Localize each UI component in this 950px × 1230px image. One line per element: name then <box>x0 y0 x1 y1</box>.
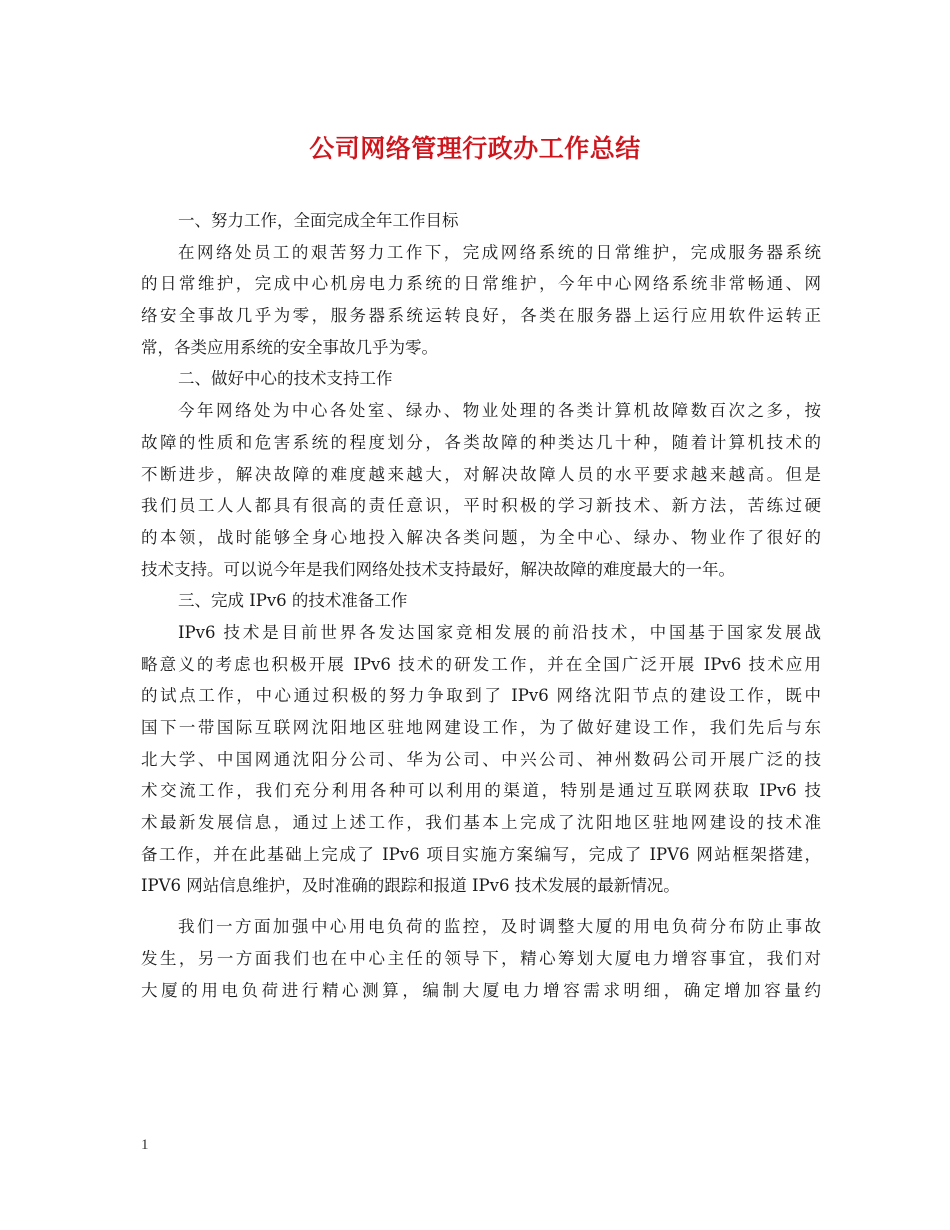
paragraph-line: 我们员工人人都具有很高的责任意识，平时积极的学习新技术、新方法，苦练过硬 <box>141 496 821 516</box>
paragraph-line: 国下一带国际互联网沈阳地区驻地网建设工作，为了做好建设工作，我们先后与东 <box>141 718 821 737</box>
paragraph-line: 技术支持。可以说今年是我们网络处技术支持最好，解决故障的难度最大的一年。 <box>141 559 735 579</box>
paragraph-line: 常，各类应用系统的安全事故几乎为零。 <box>141 337 438 357</box>
paragraph-line: 今年网络处为中心各处室、绿办、物业处理的各类计算机故障数百次之多，按 <box>178 401 821 421</box>
paragraph-line: 发生，另一方面我们也在中心主任的领导下，精心筹划大厦电力增容事宜，我们对 <box>141 948 821 968</box>
paragraph-line: IPV6 网站信息维护，及时准确的跟踪和报道 IPv6 技术发展的最新情况。 <box>141 876 680 896</box>
paragraph-line: 的日常维护，完成中心机房电力系统的日常维护，今年中心网络系统非常畅通、网 <box>141 274 821 294</box>
paragraph-line: IPv6 技术是目前世界各发达国家竞相发展的前沿技术，中国基于国家发展战 <box>178 622 821 642</box>
paragraph-line: 备工作，并在此基础上完成了 IPv6 项目实施方案编写，完成了 IPV6 网站框架搭建， <box>141 844 821 864</box>
document-title: 公司网络管理行政办工作总结 <box>309 134 641 163</box>
paragraph-line: 我们一方面加强中心用电负荷的监控，及时调整大厦的用电负荷分布防止事故 <box>178 917 821 937</box>
paragraph-line: 术最新发展信息，通过上述工作，我们基本上完成了沈阳地区驻地网建设的技术准 <box>141 813 821 833</box>
document-body <box>141 205 821 1006</box>
paragraph-line: 不断进步，解决故障的难度越来越大，对解决故障人员的水平要求越来越高。但是 <box>141 464 821 484</box>
section-heading-3: 三、完成 IPv6 的技术准备工作 <box>178 591 408 611</box>
paragraph-line: 的试点工作，中心通过积极的努力争取到了 IPv6 网络沈阳节点的建设工作，既中 <box>141 686 821 706</box>
paragraph-line: 术交流工作，我们充分利用各种可以利用的渠道，特别是通过互联网获取 IPv6 技 <box>141 781 821 801</box>
section-heading-2: 二、做好中心的技术支持工作 <box>178 369 393 389</box>
paragraph-line: 故障的性质和危害系统的程度划分，各类故障的种类达几十种，随着计算机技术的 <box>141 432 821 452</box>
section-heading-1: 一、努力工作，全面完成全年工作目标 <box>178 211 459 230</box>
paragraph-line: 略意义的考虑也积极开展 IPv6 技术的研发工作，并在全国广泛开展 IPv6 技术应用 <box>141 654 821 674</box>
paragraph-line: 北大学、中国网通沈阳分公司、华为公司、中兴公司、神州数码公司开展广泛的技 <box>141 749 821 769</box>
page-number: 1 <box>141 1137 149 1153</box>
paragraph-gap <box>141 902 821 911</box>
paragraph-line: 络安全事故几乎为零，服务器系统运转良好，各类在服务器上运行应用软件运转正 <box>141 306 821 326</box>
paragraph-line: 的本领，战时能够全身心地投入解决各类问题，为全中心、绿办、物业作了很好的 <box>141 527 821 547</box>
paragraph-line: 大厦的用电负荷进行精心测算，编制大厦电力增容需求明细，确定增加容量约 <box>141 980 821 1000</box>
paragraph-line: 在网络处员工的艰苦努力工作下，完成网络系统的日常维护，完成服务器系统 <box>178 242 821 262</box>
